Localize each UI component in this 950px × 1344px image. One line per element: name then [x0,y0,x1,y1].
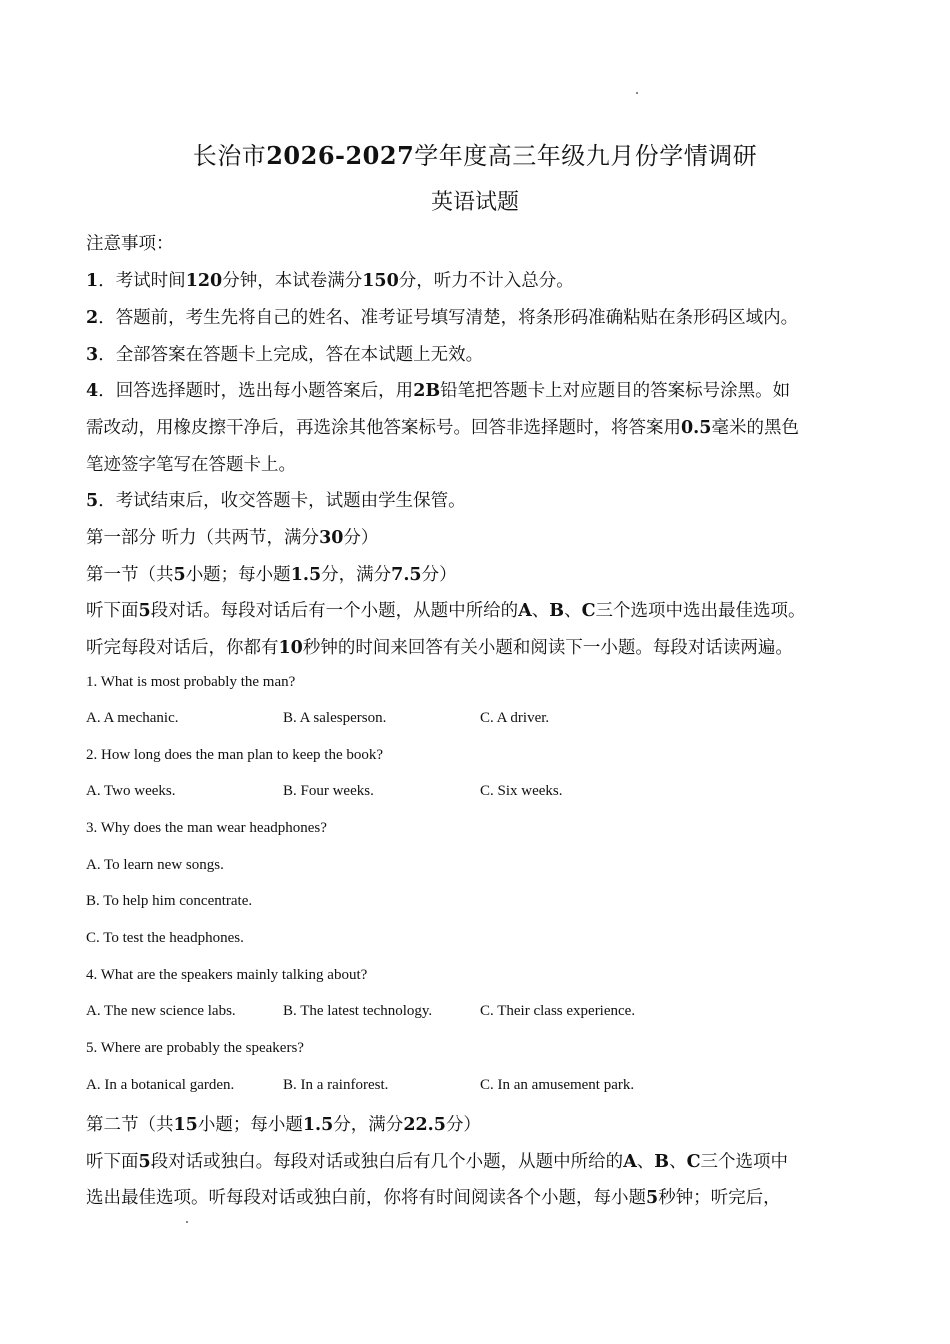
exam-title: 长治市2026-2027学年度高三年级九月份学情调研 [192,141,758,170]
question-4-option-b: B. The latest technology. [283,1003,433,1019]
question-3-option-c: C. To test the headphones. [86,930,244,946]
notice-item-3: 3．全部答案在答题卡上完成，答在本试题上无效。 [86,345,484,365]
question-2: 2. How long does the man plan to keep the book? [86,747,384,763]
question-5: 5. Where are probably the speakers? [86,1040,304,1056]
question-3: 3. Why does the man wear headphones? [86,820,327,836]
section1-instruction-2: 听完每段对话后，你都有10秒钟的时间来回答有关小题和阅读下一小题。每段对话读两遍。 [86,638,793,658]
question-4: 4. What are the speakers mainly talking about? [86,967,368,983]
notice-item-4-line-1: 4．回答选择题时，选出每小题答案后，用2B铅笔把答题卡上对应题目的答案标号涂黑。如 [86,381,791,401]
question-4-option-c: C. Their class experience. [480,1003,636,1019]
section1-instruction-1: 听下面5段对话。每段对话后有一个小题，从题中所给的A、B、C三个选项中选出最佳选项。 [86,601,806,621]
notice-heading: 注意事项： [86,234,174,254]
question-1-option-b: B. A salesperson. [283,710,387,726]
scan-dot [186,1221,188,1223]
question-1: 1. What is most probably the man? [86,674,296,690]
question-4-option-a: A. The new science labs. [86,1003,236,1019]
notice-item-2: 2．答题前，考生先将自己的姓名、准考证号填写清楚，将条形码准确粘贴在条形码区域内。 [86,308,799,328]
question-1-option-a: A. A mechanic. [86,710,179,726]
question-2-option-c: C. Six weeks. [480,783,563,799]
question-1-option-c: C. A driver. [480,710,550,726]
question-3-option-a: A. To learn new songs. [86,857,224,873]
notice-item-5: 5．考试结束后，收交答题卡，试题由学生保管。 [86,491,466,511]
exam-subtitle: 英语试题 [430,190,519,215]
question-2-option-a: A. Two weeks. [86,783,176,799]
question-5-option-c: C. In an amusement park. [480,1077,635,1093]
notice-item-1: 1．考试时间120分钟，本试卷满分150分，听力不计入总分。 [86,271,574,291]
question-5-option-a: A. In a botanical garden. [86,1077,235,1093]
section2-heading: 第二节（共15小题；每小题1.5分，满分22.5分） [86,1115,481,1135]
part1-heading: 第一部分 听力（共两节，满分30分） [86,528,379,548]
notice-item-4-line-2: 需改动，用橡皮擦干净后，再选涂其他答案标号。回答非选择题时，将答案用0.5毫米的黑色 [86,418,799,438]
scan-dot [636,92,638,94]
notice-item-4-line-3: 笔迹签字笔写在答题卡上。 [86,455,296,475]
question-3-option-b: B. To help him concentrate. [86,893,253,909]
section2-instruction-2: 选出最佳选项。听每段对话或独白前，你将有时间阅读各个小题，每小题5秒钟；听完后， [86,1188,781,1208]
question-5-option-b: B. In a rainforest. [283,1077,389,1093]
section1-heading: 第一节（共5小题；每小题1.5分，满分7.5分） [86,565,457,585]
question-2-option-b: B. Four weeks. [283,783,374,799]
section2-instruction-1: 听下面5段对话或独白。每段对话或独白后有几个小题，从题中所给的A、B、C三个选项中 [86,1152,788,1172]
